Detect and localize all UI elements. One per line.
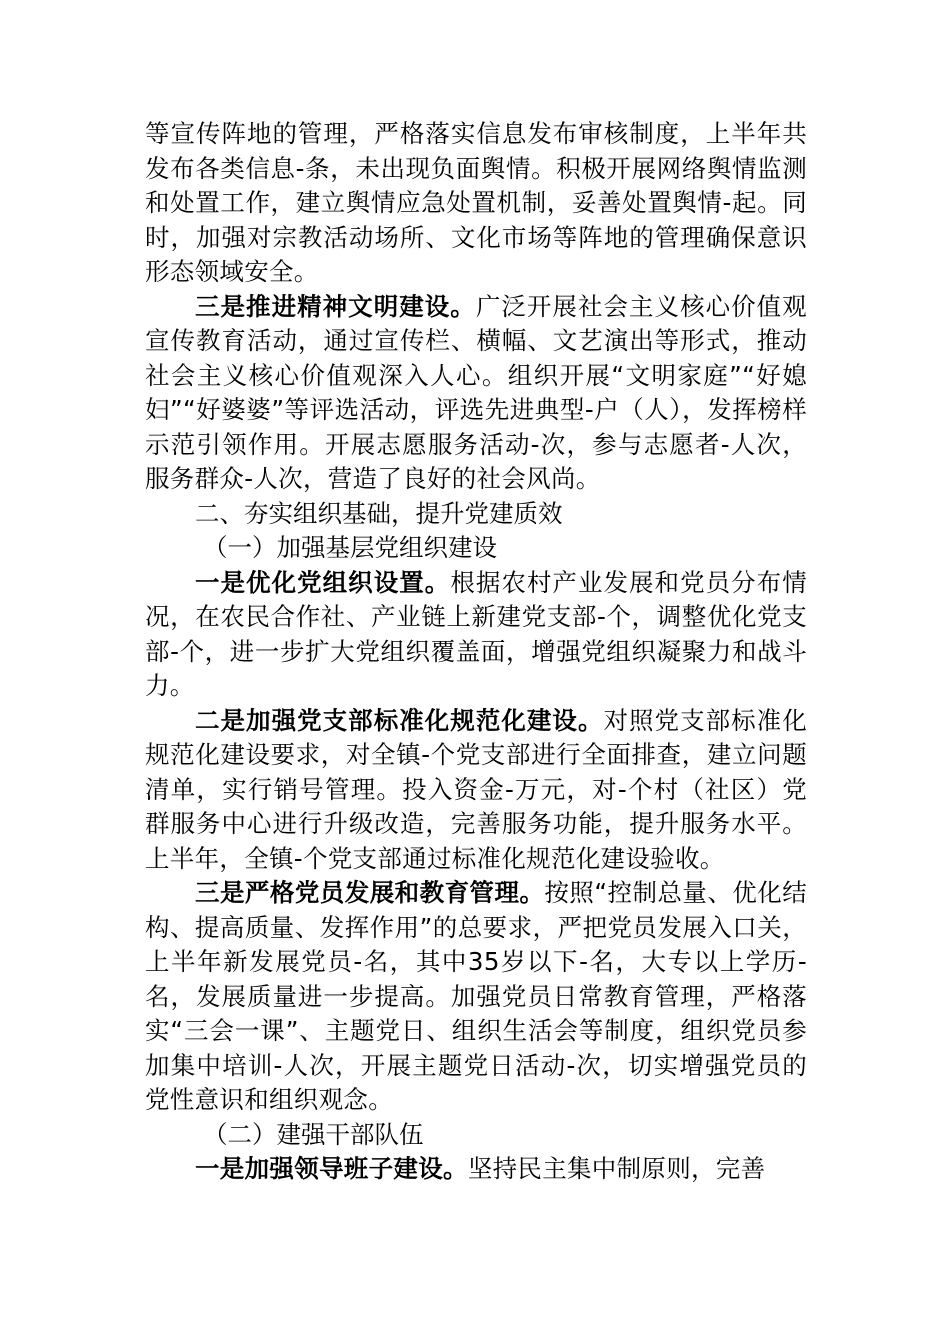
paragraph-lead: 三是推进精神文明建设。 [195, 291, 476, 321]
paragraph-lead: 二是加强党支部标准化规范化建设。 [195, 705, 604, 735]
paragraph-body: 对照党支部标准化规范化建设要求，对全镇-个党支部进行全面排查，建立问题清单，实行销号管理。投入资金-万元，对-个村（社区）党群服务中心进行升级改造，完善服务功能，提升服务水平。上半年，全镇-个党支部通过标准化规范化建设验收。 [145, 705, 807, 873]
paragraph-leadership-building [145, 1152, 807, 1187]
paragraph-spiritual-civilization [145, 290, 807, 497]
paragraph-body: 按照“控制总量、优化结构、提高质量、发挥作用”的总要求，严把党员发展入口关，上半年新发展党员-名，其中35岁以下-名，大专以上学历-名，发展质量进一步提高。加强党员日常教育管理，严格落实“三会一课”、主题党日、组织生活会等制度，组织党员参加集中培训-人次，开展主题党日活动-次，切实增强党员的党性意识和组织观念。 [145, 878, 807, 1114]
subsection-heading: （二）建强干部队伍 [203, 1119, 424, 1149]
subsection-heading: （一）加强基层党组织建设 [203, 533, 497, 562]
paragraph-body: 等宣传阵地的管理，严格落实信息发布审核制度，上半年共发布各类信息-条，未出现负面舆情。积极开展网络舆情监测和处置工作，建立舆情应急处置机制，妥善处置舆情-起。同时，加强对宗教活动场所、文化市场等阵地的管理确保意识形态领域安全。 [145, 119, 807, 286]
paragraph-branch-standardization [145, 704, 807, 877]
paragraph-body: 坚持民主集中制原则，完善 [467, 1154, 766, 1183]
paragraph-lead: 一是加强领导班子建设。 [195, 1154, 468, 1183]
paragraph-optimize-party-org [145, 566, 807, 704]
document-page [145, 117, 807, 1187]
paragraph-ideology-positions [145, 117, 807, 290]
section-heading: 二、夯实组织基础，提升党建质效 [195, 498, 563, 528]
paragraph-member-development [145, 876, 807, 1118]
paragraph-lead: 一是优化党组织设置。 [195, 567, 451, 597]
paragraph-body: 广泛开展社会主义核心价值观宣传教育活动，通过宣传栏、横幅、文艺演出等形式，推动社会主义核心价值观深入人心。组织开展“文明家庭”“好媳妇”“好婆婆”等评选活动，评选先进典型-户（人），发挥榜样示范引领作用。开展志愿服务活动-次，参与志愿者-人次，服务群众-人次，营造了良好的社会风尚。 [145, 291, 807, 493]
paragraph-body: 根据农村产业发展和党员分布情况，在农民合作社、产业链上新建党支部-个，调整优化党支部-个，进一步扩大党组织覆盖面，增强党组织凝聚力和战斗力。 [145, 567, 808, 700]
paragraph-lead: 三是严格党员发展和教育管理。 [195, 878, 545, 907]
